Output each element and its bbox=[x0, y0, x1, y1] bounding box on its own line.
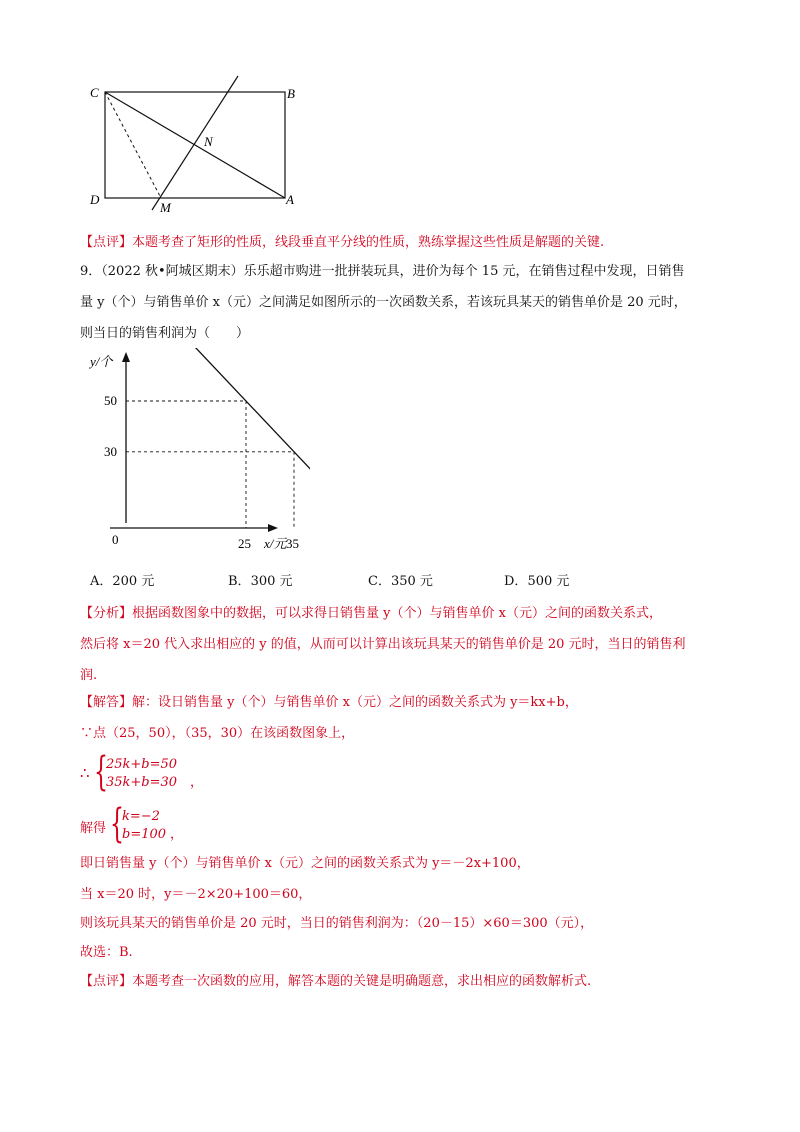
option-c-text: 350 元 bbox=[390, 574, 433, 589]
brace-2: { bbox=[110, 801, 124, 847]
question-line-3: 则当日的销售利润为（ ） bbox=[80, 326, 250, 341]
comment-previous bbox=[80, 233, 604, 253]
option-d-letter: D． bbox=[504, 574, 528, 589]
option-c[interactable] bbox=[368, 572, 433, 592]
comment-final bbox=[80, 972, 591, 992]
y-tick-label-0: 50 bbox=[104, 393, 117, 408]
analysis-tag: 【分析】 bbox=[80, 606, 133, 621]
equation-system-1 bbox=[94, 749, 204, 795]
solution-line-2: ∵点（25，50），（35，30）在该函数图象上， bbox=[80, 726, 355, 741]
question-number: 9． bbox=[80, 264, 102, 279]
system-2-comma: ， bbox=[170, 827, 184, 842]
therefore-symbol: ∴ bbox=[80, 764, 90, 782]
option-a[interactable] bbox=[90, 572, 154, 592]
solution-tag: 【解答】 bbox=[80, 695, 133, 710]
x-tick-label-0: 25 bbox=[238, 536, 251, 551]
rectangle-figure bbox=[80, 70, 310, 220]
option-c-letter: C． bbox=[368, 574, 391, 589]
solution-text-1: 解：设日销售量 y（个）与销售单价 x（元）之间的函数关系式为 y＝kx+b， bbox=[132, 695, 578, 710]
solution-line-1 bbox=[80, 693, 578, 713]
diagonal-ca bbox=[105, 92, 285, 198]
question-text-1: （2022 秋•阿城区期末）乐乐超市购进一批拼装玩具，进价为每个 15 元，在销售过程中发现，日销售 bbox=[101, 264, 685, 279]
system-2-eq-2: b=100 bbox=[122, 827, 167, 842]
label-n: N bbox=[204, 134, 213, 149]
x-axis-label: x/元 bbox=[264, 536, 287, 551]
system-1-comma: ， bbox=[190, 775, 204, 790]
system-1-eq-2: 35k+b=30 bbox=[106, 775, 178, 790]
x-tick-label-1: 35 bbox=[286, 536, 299, 551]
label-c: C bbox=[90, 85, 99, 100]
option-b-text: 300 元 bbox=[250, 574, 293, 589]
solution-line-4: 当 x＝20 时，y＝－2×20+100＝60， bbox=[80, 887, 312, 902]
x-axis-arrow bbox=[268, 524, 278, 532]
analysis-line-3: 润. bbox=[80, 668, 98, 683]
bisector-line bbox=[152, 76, 238, 210]
analysis-line-1 bbox=[80, 604, 662, 624]
option-b-letter: B． bbox=[228, 574, 251, 589]
option-a-text: 200 元 bbox=[112, 574, 155, 589]
label-a: A bbox=[286, 192, 294, 207]
system-2-eq-1: k=−2 bbox=[122, 809, 160, 824]
brace-1: { bbox=[94, 749, 108, 795]
equation-system-2 bbox=[110, 801, 200, 847]
label-m: M bbox=[160, 200, 171, 215]
solution-line-6: 故选：B. bbox=[80, 945, 133, 960]
function-chart bbox=[80, 348, 310, 560]
system-1-eq-1: 25k+b=50 bbox=[106, 757, 178, 772]
option-b[interactable] bbox=[228, 572, 293, 592]
solve-word: 解得 bbox=[80, 821, 107, 836]
option-d[interactable] bbox=[504, 572, 569, 592]
label-d: D bbox=[90, 192, 100, 207]
analysis-line-2: 然后将 x＝20 代入求出相应的 y 的值，从而可以计算出该玩具某天的销售单价是 20 元时，当日的销售利 bbox=[80, 637, 686, 652]
label-b: B bbox=[287, 86, 295, 101]
y-axis-arrow bbox=[122, 352, 130, 362]
origin-label: 0 bbox=[112, 532, 119, 547]
comment-previous-text: 本题考查了矩形的性质，线段垂直平分线的性质，熟练掌握这些性质是解题的关键. bbox=[132, 235, 605, 250]
comment-final-tag: 【点评】 bbox=[80, 974, 133, 989]
comment-final-text: 本题考查一次函数的应用，解答本题的关键是明确题意，求出相应的函数解析式. bbox=[132, 974, 592, 989]
question-line-1 bbox=[80, 262, 684, 282]
question-line-2: 量 y（个）与销售单价 x（元）之间满足如图所示的一次函数关系，若该玩具某天的销售单价是 20 元时， bbox=[80, 295, 687, 310]
function-line bbox=[178, 348, 310, 477]
analysis-text-1: 根据函数图象中的数据，可以求得日销售量 y（个）与销售单价 x（元）之间的函数关系式， bbox=[132, 606, 662, 621]
option-a-letter: A． bbox=[90, 574, 113, 589]
y-tick-label-1: 30 bbox=[104, 443, 117, 459]
solution-line-5: 则该玩具某天的销售单价是 20 元时，当日的销售利润为：（20－15）×60＝300（元）， bbox=[80, 916, 594, 931]
solution-line-3: 即日销售量 y（个）与销售单价 x（元）之间的函数关系式为 y＝－2x+100， bbox=[80, 856, 530, 871]
option-d-text: 500 元 bbox=[527, 574, 570, 589]
y-axis-label: y/个 bbox=[90, 354, 113, 369]
comment-previous-tag: 【点评】 bbox=[80, 235, 133, 250]
